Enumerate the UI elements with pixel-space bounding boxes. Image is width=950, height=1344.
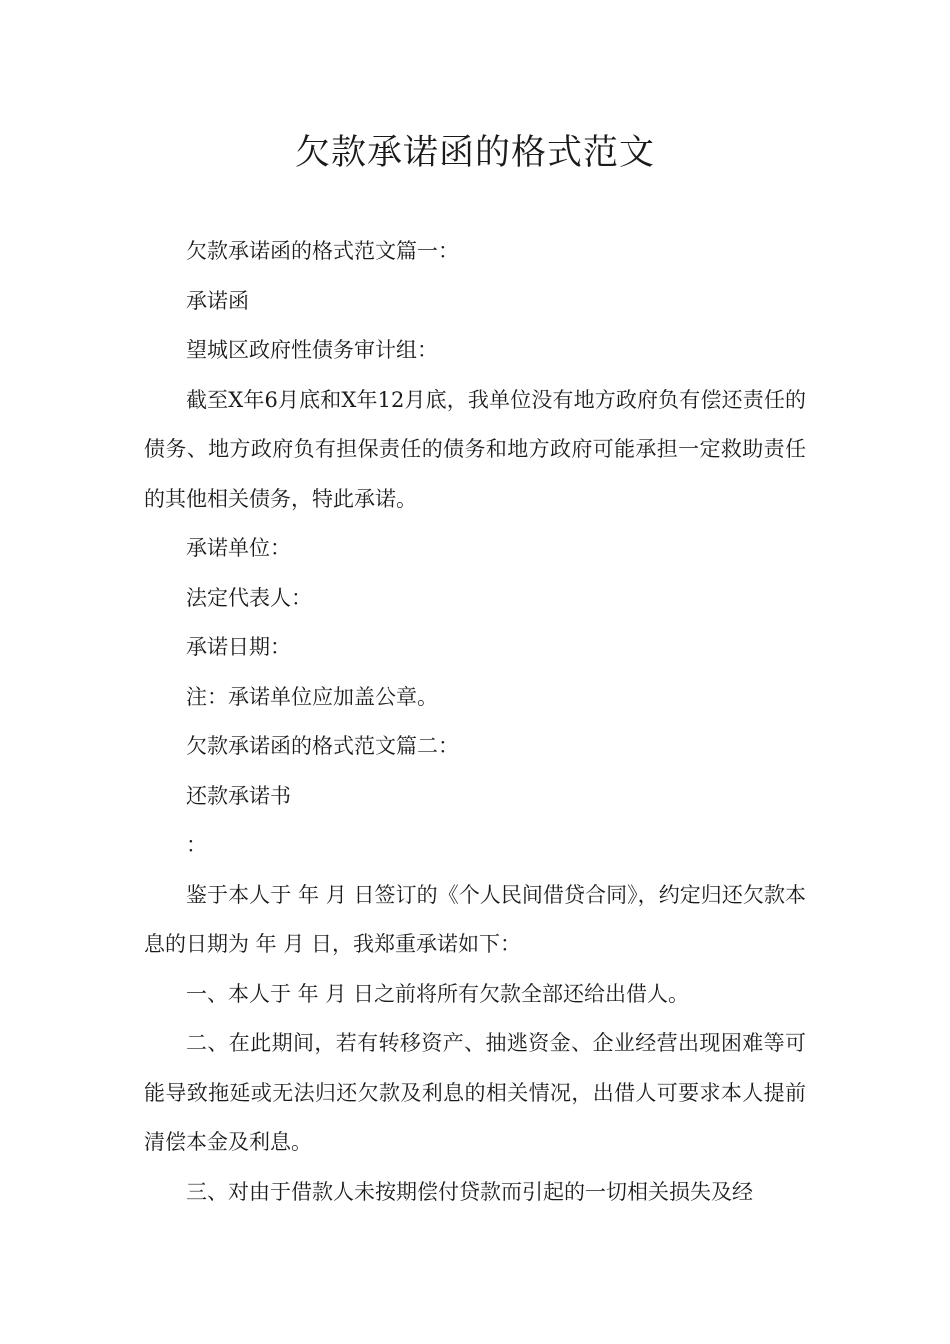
- section-heading-2: 欠款承诺函的格式范文篇二：: [186, 734, 459, 758]
- clause-2: 二、在此期间，若有转移资产、抽逃资金、企业经营出现困难等可能导致拖延或无法归还欠款及利息的相关情况，出借人可要求本人提前清偿本金及利息。: [144, 1031, 806, 1154]
- commitment-date-label: 承诺日期：: [186, 635, 291, 659]
- clause-1: 一、本人于 年 月 日之前将所有欠款全部还给出借人。: [186, 981, 690, 1006]
- letter-title-2: 还款承诺书: [186, 783, 291, 808]
- section-heading-1: 欠款承诺函的格式范文篇一：: [186, 239, 459, 263]
- legal-representative-label: 法定代表人：: [186, 585, 312, 610]
- document-title: 欠款承诺函的格式范文: [294, 133, 655, 173]
- addressee: 望城区政府性债务审计组：: [186, 338, 438, 362]
- letter-title-1: 承诺函: [186, 288, 249, 313]
- note-paragraph: 注：承诺单位应加盖公章。: [186, 684, 438, 709]
- clause-3: 三、对由于借款人未按期偿付贷款而引起的一切相关损失及经: [186, 1179, 753, 1204]
- committing-unit-label: 承诺单位：: [186, 536, 291, 560]
- body-paragraph: 截至X年6月底和X年12月底，我单位没有地方政府负有偿还责任的债务、地方政府负有担保责任的债务和地方政府可能承担一定救助责任的其他相关债务，特此承诺。: [144, 387, 806, 511]
- salutation-colon: ：: [186, 833, 207, 857]
- document-body: [144, 227, 806, 1217]
- body-paragraph: 鉴于本人于 年 月 日签订的《个人民间借贷合同》，约定归还欠款本息的日期为 年 月 日，我郑重承诺如下：: [144, 882, 806, 956]
